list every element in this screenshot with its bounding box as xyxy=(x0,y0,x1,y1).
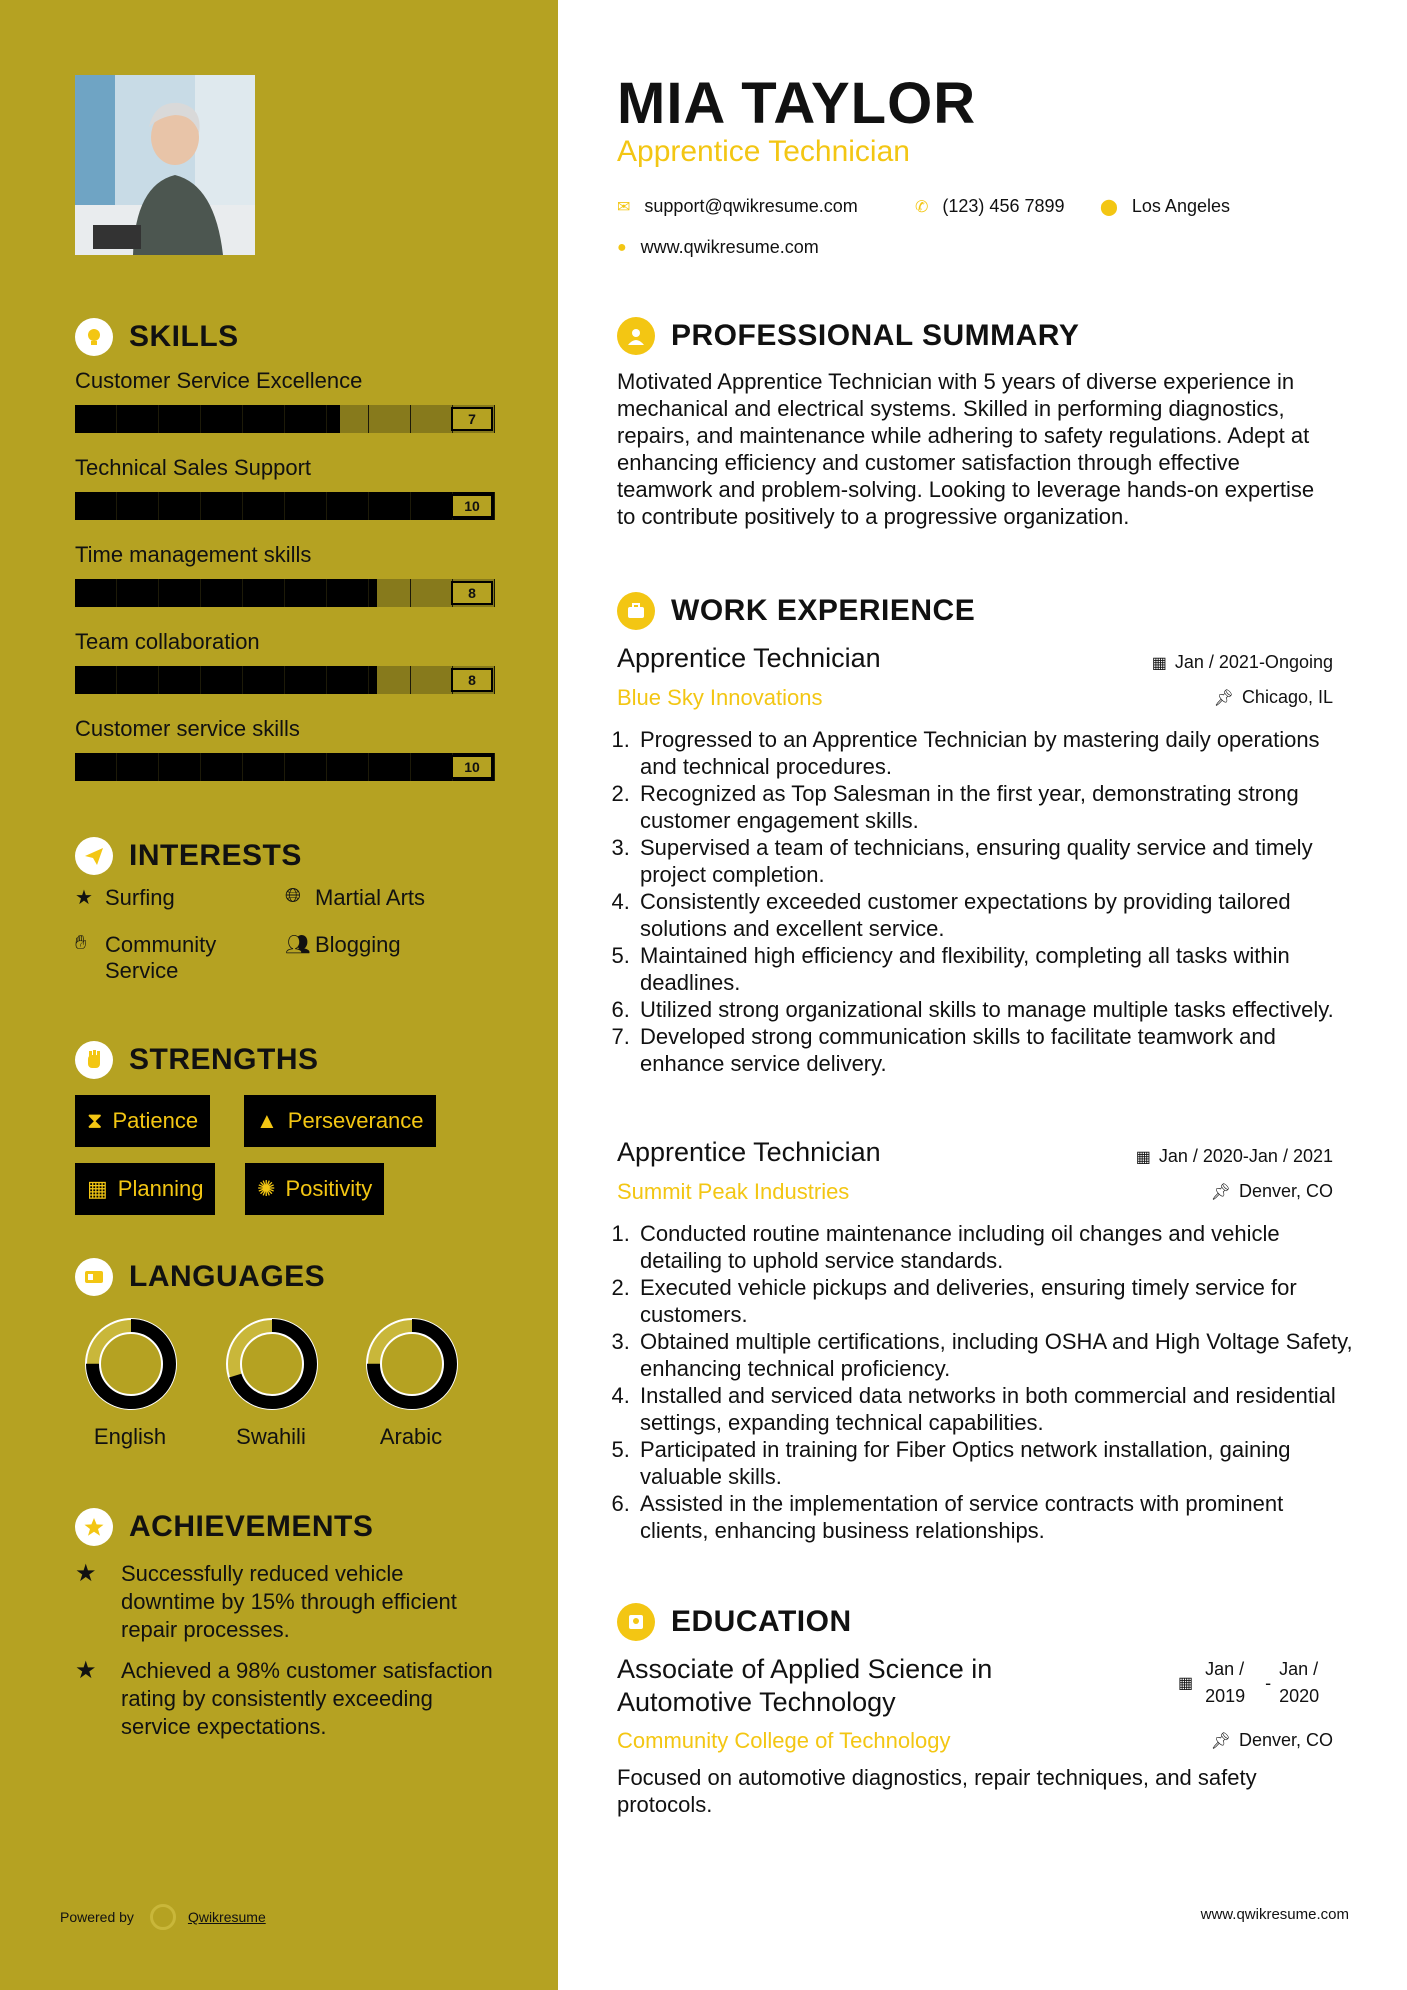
achievements-heading xyxy=(75,1508,373,1546)
interests-heading xyxy=(75,837,302,875)
skills-heading xyxy=(75,318,239,356)
strength-tag: ▦ Planning xyxy=(75,1163,215,1215)
language-name: English xyxy=(93,1424,167,1449)
strength-tag: ⧗ Patience xyxy=(75,1095,210,1147)
strengths-title: STRENGTHS xyxy=(129,1043,319,1076)
duty-item: 1. Progressed to an Apprentice Technician by mastering daily operations and technical procedures. xyxy=(636,726,1356,780)
duty-item: 2. Recognized as Top Salesman in the first year, demonstrating strong customer engagement skills. xyxy=(636,780,1356,834)
skill-score: 8 xyxy=(451,581,493,605)
map-pin-icon: ⬤ xyxy=(1100,198,1118,216)
languages-heading xyxy=(75,1258,325,1296)
duty-item: 4. Consistently exceeded customer expectations by providing tailored solutions and excellent service. xyxy=(636,888,1356,942)
qwikresume-logo-icon xyxy=(150,1904,176,1930)
language-ring xyxy=(85,1318,173,1406)
skill-name: Customer service skills xyxy=(75,716,300,741)
skill-name: Team collaboration xyxy=(75,629,260,654)
duty-item: 6. Assisted in the implementation of service contracts with prominent clients, enhancing business relationships. xyxy=(636,1490,1356,1544)
education-location: 📌︎ Denver, CO xyxy=(1210,1730,1333,1750)
qwikresume-link[interactable]: Qwikresume xyxy=(187,1909,266,1925)
shooting-star-icon: ★ xyxy=(75,1657,97,1684)
profile-photo xyxy=(75,75,255,255)
user-icon xyxy=(617,317,655,355)
experience-title: WORK EXPERIENCE xyxy=(671,594,976,627)
language-icon xyxy=(75,1258,113,1296)
users-icon: 👥︎ xyxy=(285,934,311,956)
skill-name: Technical Sales Support xyxy=(75,455,312,480)
contact-website[interactable]: ● www.qwikresume.com xyxy=(617,237,819,257)
job-dates: ▦ Jan / 2021-Ongoing xyxy=(1151,652,1333,672)
calendar-icon: ▦ xyxy=(1135,1148,1151,1166)
skills-title: SKILLS xyxy=(129,320,239,353)
job-duties xyxy=(612,726,1356,1077)
duty-item: 7. Developed strong communication skills to facilitate teamwork and enhance service delivery. xyxy=(636,1023,1356,1077)
skill-name: Customer Service Excellence xyxy=(75,368,363,393)
summary-title: PROFESSIONAL SUMMARY xyxy=(671,319,1080,352)
duty-item: 5. Participated in training for Fiber Optics network installation, gaining valuable skills. xyxy=(636,1436,1356,1490)
skill-bar xyxy=(75,405,495,433)
skill-bar xyxy=(75,492,495,520)
contact-location: ⬤ Los Angeles xyxy=(1100,196,1230,216)
education-heading xyxy=(617,1603,852,1641)
job-location: 📌︎ Chicago, IL xyxy=(1213,687,1333,707)
duty-item: 3. Supervised a team of technicians, ensuring quality service and timely project completion. xyxy=(636,834,1356,888)
candidate-name: MIA TAYLOR xyxy=(617,71,977,136)
globe-icon: 🌐︎ xyxy=(285,885,301,907)
education-dates: ▦ Jan / 2019 - Jan / 2020 xyxy=(1178,1659,1320,1706)
language-name: Arabic xyxy=(379,1424,443,1449)
pin-icon: 📌︎ xyxy=(1210,1183,1231,1201)
hand-icon: ✋︎ xyxy=(75,932,87,954)
job-title: Apprentice Technician xyxy=(617,643,881,673)
duty-item: 6. Utilized strong organizational skills to manage multiple tasks effectively. xyxy=(636,996,1356,1023)
star-icon xyxy=(75,1508,113,1546)
sun-icon: ✺ xyxy=(257,1176,276,1201)
pin-icon: 📌︎ xyxy=(1210,1732,1231,1750)
education-description: Focused on automotive diagnostics, repair techniques, and safety protocols. xyxy=(617,1765,1257,1817)
powered-by: Powered by Qwikresume xyxy=(60,1904,266,1930)
footer-url[interactable]: www.qwikresume.com xyxy=(1200,1906,1349,1923)
duty-item: 2. Executed vehicle pickups and deliveries, ensuring timely service for customers. xyxy=(636,1274,1356,1328)
job-dates: ▦ Jan / 2020-Jan / 2021 xyxy=(1135,1146,1333,1166)
calendar-icon: ▦ xyxy=(1178,1675,1194,1692)
experience-heading xyxy=(617,592,975,630)
interest-item: ✋︎ Community Service xyxy=(75,932,217,983)
summary-text: Motivated Apprentice Technician with 5 years of diverse experience in mechanical and electrical systems. Skilled in performing diagnostics, repairs, and maintenance while adhering to safety regulations. Adept at enhancing efficiency and customer satisfaction through effective teamwork and problem-solving. Looking to leverage hands-on expertise to contribute positively to a progressive organization. xyxy=(617,369,1315,529)
skill-score: 8 xyxy=(451,668,493,692)
briefcase-icon xyxy=(617,592,655,630)
phone-icon: ✆ xyxy=(915,198,929,216)
job-duties xyxy=(612,1220,1356,1544)
languages-title: LANGUAGES xyxy=(129,1260,326,1293)
lightbulb-icon xyxy=(75,318,113,356)
job-location: 📌︎ Denver, CO xyxy=(1210,1181,1333,1201)
shooting-star-icon: ★ xyxy=(75,1560,97,1587)
skill-bar xyxy=(75,753,495,781)
language-name: Swahili xyxy=(236,1424,306,1449)
candidate-role: Apprentice Technician xyxy=(617,135,910,168)
interest-item: 🌐︎ Martial Arts xyxy=(285,885,426,910)
calendar-icon: ▦ xyxy=(1151,654,1167,672)
contact-phone[interactable]: ✆ (123) 456 7899 xyxy=(915,196,1065,216)
achievement-item: ★ Successfully reduced vehicle downtime by 15% through efficient repair processes. xyxy=(75,1560,457,1642)
graduation-icon xyxy=(617,1603,655,1641)
skill-bar xyxy=(75,666,495,694)
skill-name: Time management skills xyxy=(75,542,312,567)
paper-plane-icon xyxy=(75,837,113,875)
skill-score: 10 xyxy=(451,494,493,518)
skill-score: 10 xyxy=(451,755,493,779)
duty-item: 4. Installed and serviced data networks in both commercial and residential settings, expanding technical capabilities. xyxy=(636,1382,1356,1436)
interest-item: ★ Surfing xyxy=(75,885,175,910)
strengths-heading xyxy=(75,1041,319,1079)
star-icon: ★ xyxy=(75,887,93,909)
interests-title: INTERESTS xyxy=(129,839,302,872)
job-company: Blue Sky Innovations xyxy=(617,685,823,710)
job-title: Apprentice Technician xyxy=(617,1137,881,1167)
summary-heading xyxy=(617,317,1079,355)
education-school: Community College of Technology xyxy=(617,1728,951,1753)
language-ring xyxy=(366,1318,454,1406)
strength-tag: ✺ Positivity xyxy=(245,1163,384,1215)
contact-email[interactable]: ✉ support@qwikresume.com xyxy=(617,196,858,216)
globe-icon: ● xyxy=(617,238,627,256)
language-ring xyxy=(226,1318,314,1406)
hand-icon xyxy=(75,1041,113,1079)
achievements-title: ACHIEVEMENTS xyxy=(129,1510,374,1543)
achievement-item: ★ Achieved a 98% customer satisfaction rating by consistently exceeding service expectations. xyxy=(75,1657,493,1739)
skill-score: 7 xyxy=(451,407,493,431)
job-company: Summit Peak Industries xyxy=(617,1179,850,1204)
strength-tag: ▲ Perseverance xyxy=(244,1095,436,1147)
sidebar xyxy=(0,0,558,1990)
education-title: EDUCATION xyxy=(671,1605,852,1638)
hourglass-icon: ⧗ xyxy=(87,1108,103,1133)
duty-item: 1. Conducted routine maintenance including oil changes and vehicle detailing to uphold service standards. xyxy=(636,1220,1356,1274)
degree-title: Associate of Applied Science in Automotive Technology xyxy=(617,1654,993,1717)
envelope-icon: ✉ xyxy=(617,198,631,216)
calendar-icon: ▦ xyxy=(87,1176,108,1201)
pin-icon: 📌︎ xyxy=(1213,689,1234,707)
road-icon: ▲ xyxy=(256,1108,278,1133)
duty-item: 3. Obtained multiple certifications, including OSHA and High Voltage Safety, enhancing technical proficiency. xyxy=(636,1328,1356,1382)
skill-bar xyxy=(75,579,495,607)
interest-item: 👥︎ Blogging xyxy=(285,932,401,957)
duty-item: 5. Maintained high efficiency and flexibility, completing all tasks within deadlines. xyxy=(636,942,1356,996)
